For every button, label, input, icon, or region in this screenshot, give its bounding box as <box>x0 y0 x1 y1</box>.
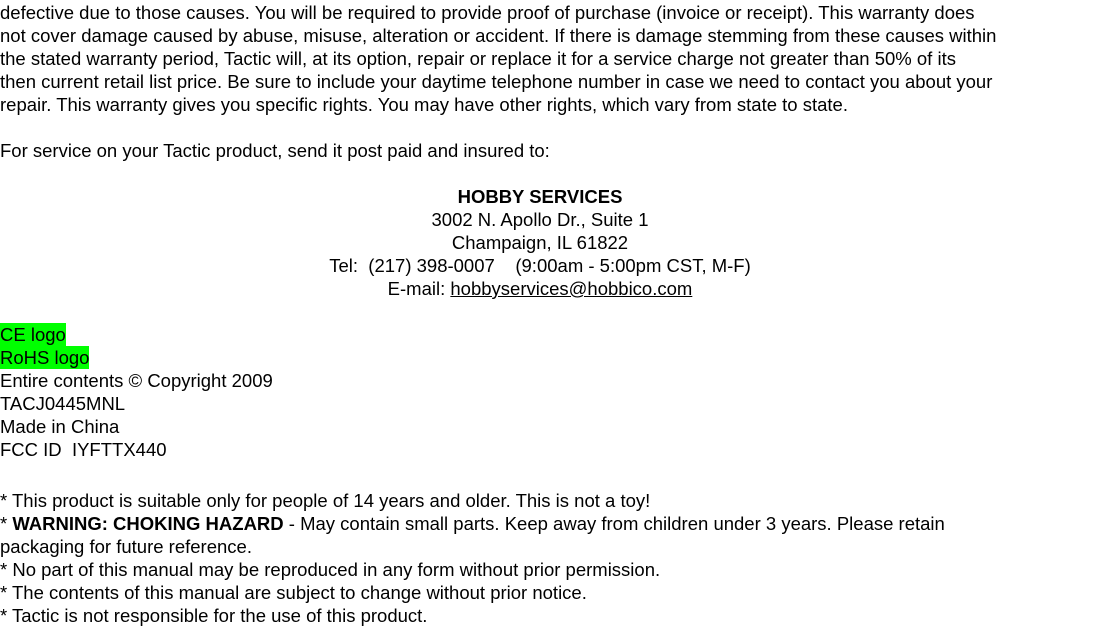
made-in: Made in China <box>0 416 120 437</box>
service-telephone: Tel: (217) 398-0007 (9:00am - 5:00pm CST, M-F) <box>329 255 751 276</box>
email-link[interactable]: hobbyservices@hobbico.com <box>450 278 693 299</box>
warranty-line: then current retail list price. Be sure to include your daytime telephone number in case we need to contact you about your <box>0 71 993 92</box>
rohs-logo-placeholder: RoHS logo <box>0 347 90 368</box>
product-info <box>0 323 273 461</box>
notes-list <box>0 489 945 627</box>
service-company-name: HOBBY SERVICES <box>457 186 623 207</box>
warning-text: - May contain small parts. Keep away from children under 3 years. Please retain <box>283 513 945 534</box>
ce-logo-placeholder: CE logo <box>0 324 66 345</box>
service-email-line <box>0 277 1080 300</box>
service-address <box>0 185 1080 300</box>
copyright-line: Entire contents © Copyright 2009 <box>0 370 273 391</box>
email-label: E-mail: <box>387 278 451 299</box>
service-intro: For service on your Tactic product, send it post paid and insured to: <box>0 140 550 161</box>
note-warning <box>0 512 945 535</box>
service-intro-paragraph <box>0 139 550 162</box>
warranty-line: defective due to those causes. You will be required to provide proof of purchase (invoice or receipt). This warranty does <box>0 2 975 23</box>
warning-prefix: * <box>0 513 13 534</box>
note-reproduction: * No part of this manual may be reproduced in any form without prior permission. <box>0 559 661 580</box>
note-responsibility: * Tactic is not responsible for the use of this product. <box>0 605 428 626</box>
warranty-paragraph <box>0 1 996 116</box>
note-age: * This product is suitable only for people of 14 years and older. This is not a toy! <box>0 490 651 511</box>
warranty-line: the stated warranty period, Tactic will, at its option, repair or replace it for a service charge not greater than 50% of its <box>0 48 956 69</box>
warranty-line: not cover damage caused by abuse, misuse, alteration or accident. If there is damage stemming from these causes within <box>0 25 997 46</box>
manual-code: TACJ0445MNL <box>0 393 126 414</box>
note-warning-continued: packaging for future reference. <box>0 536 252 557</box>
service-street: 3002 N. Apollo Dr., Suite 1 <box>431 209 649 230</box>
note-change: * The contents of this manual are subject to change without prior notice. <box>0 582 587 603</box>
fcc-id: FCC ID IYFTTX440 <box>0 439 167 460</box>
service-city: Champaign, IL 61822 <box>451 232 629 253</box>
warning-title: WARNING: CHOKING HAZARD <box>12 513 284 534</box>
warranty-line: repair. This warranty gives you specific rights. You may have other rights, which vary from state to state. <box>0 94 848 115</box>
